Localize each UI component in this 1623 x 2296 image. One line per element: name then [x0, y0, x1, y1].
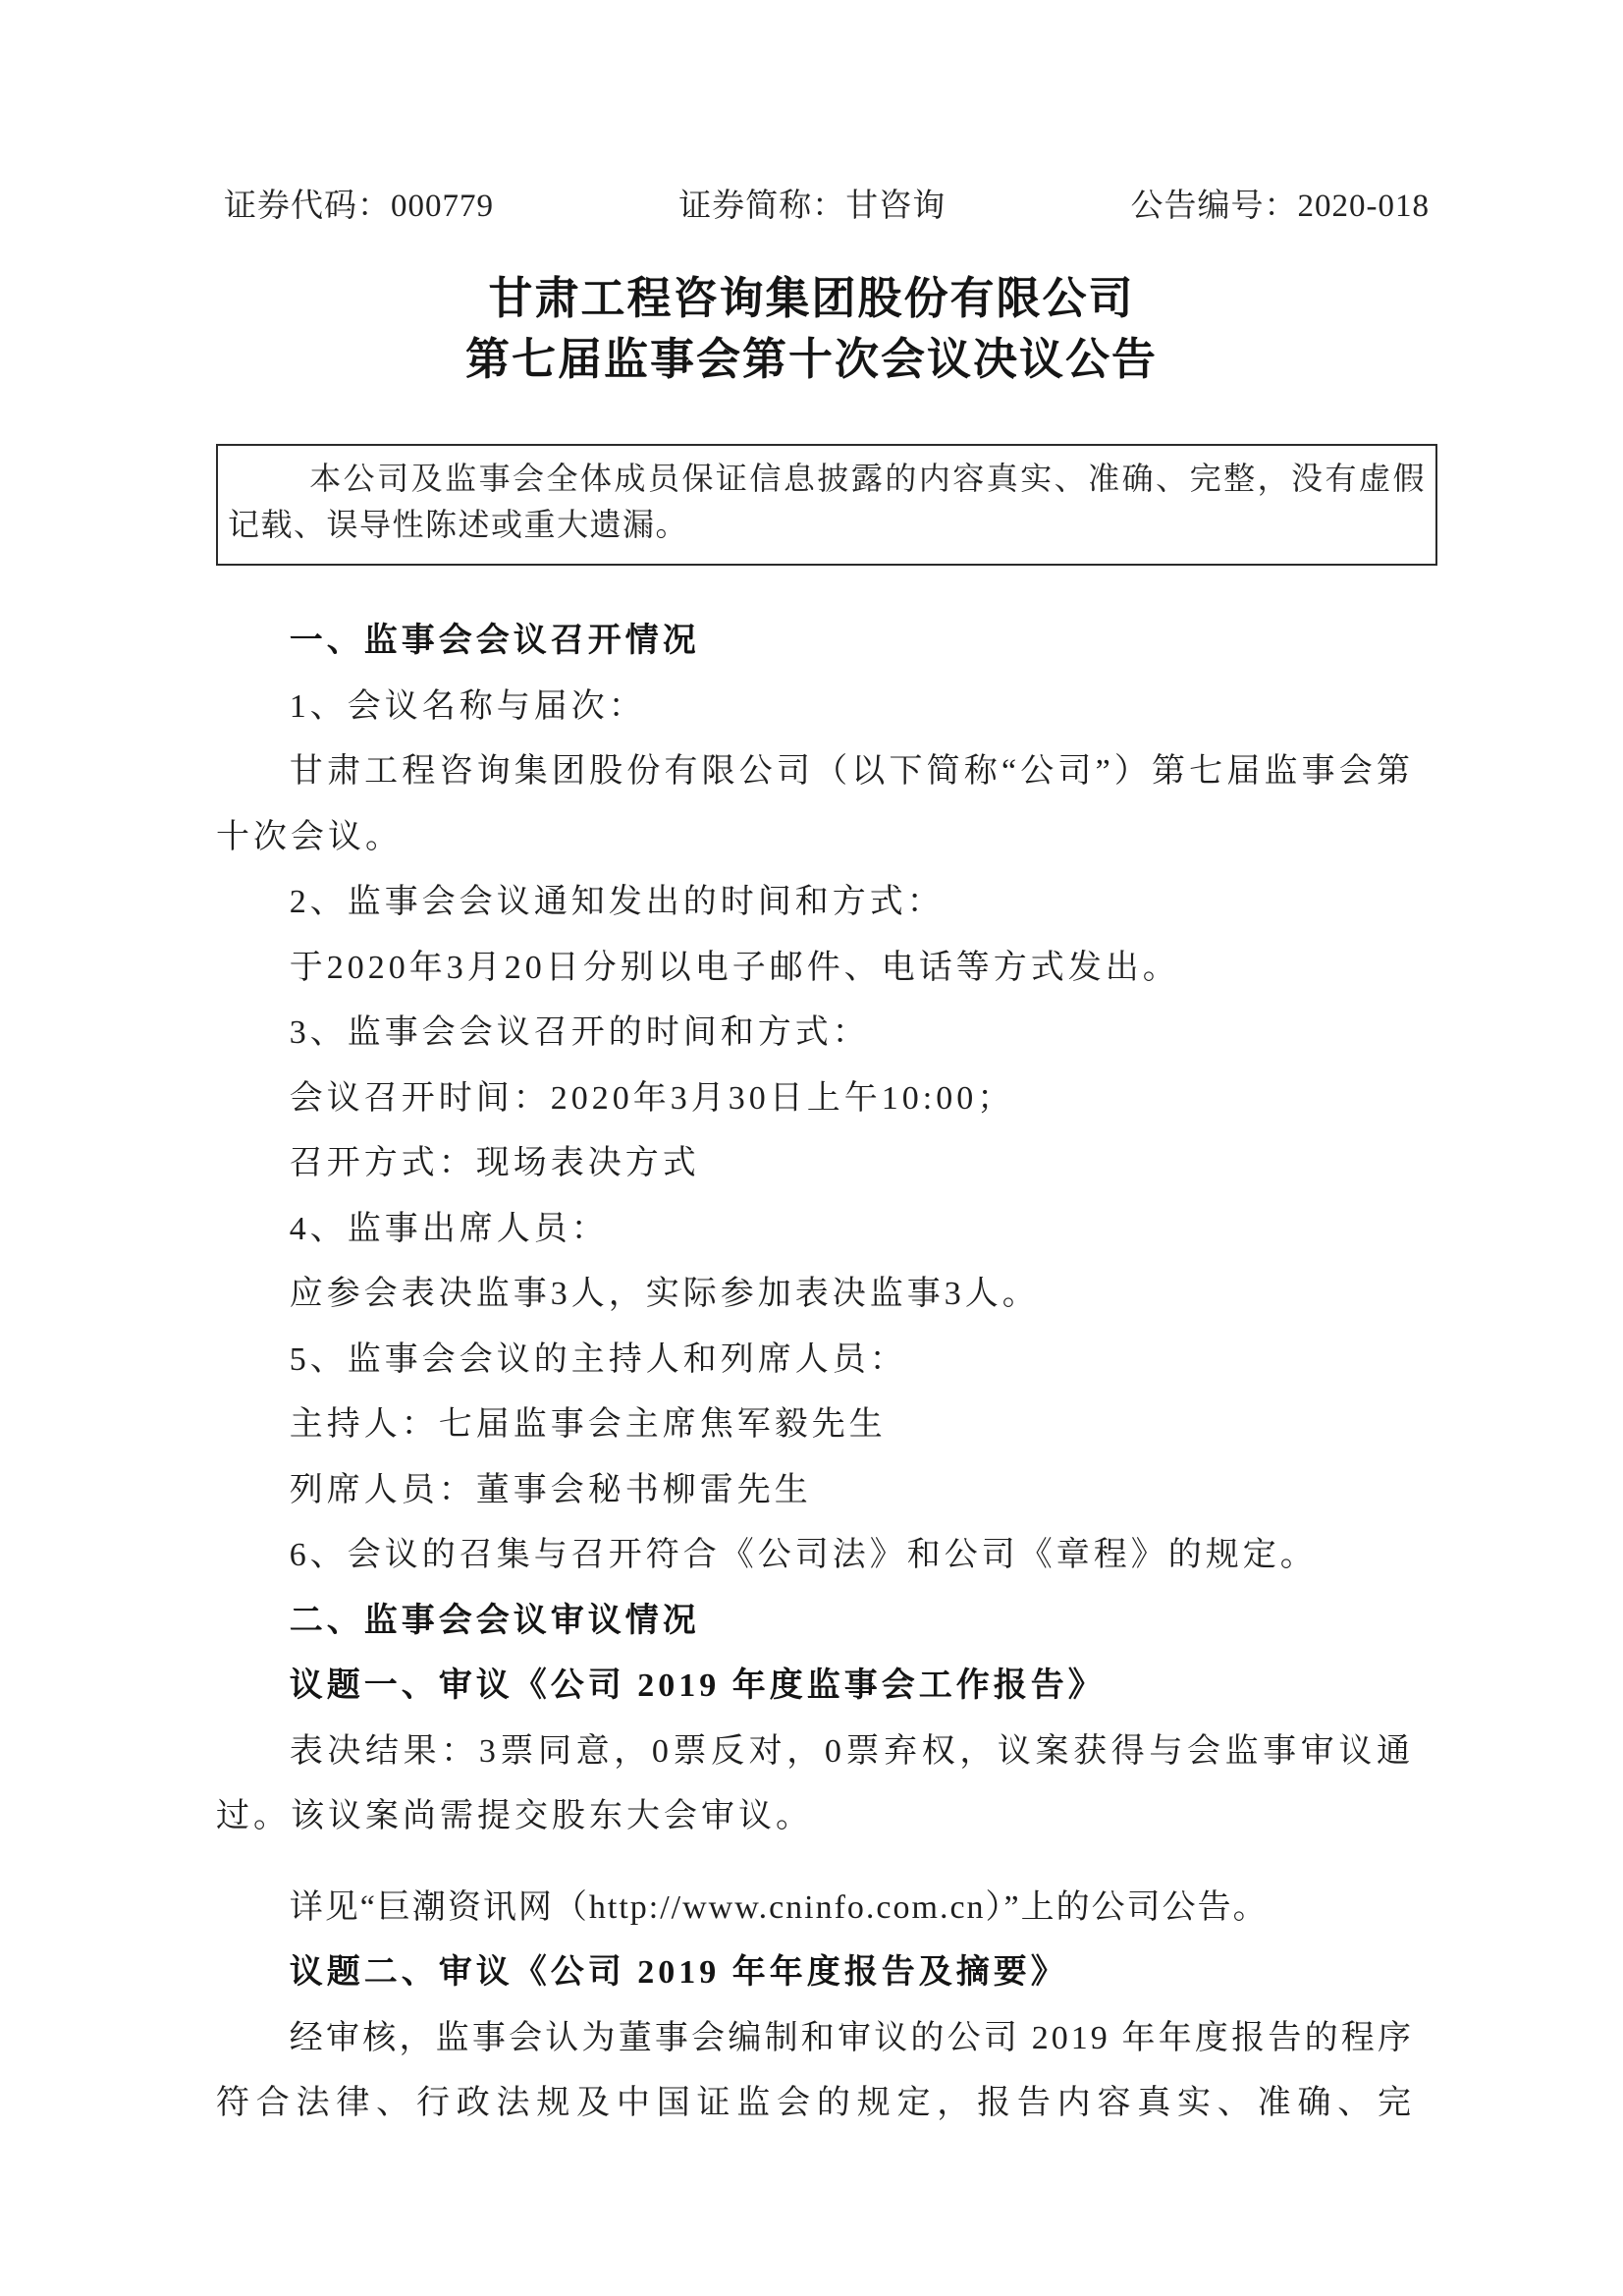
stock-code: 证券代码：000779 [224, 189, 494, 224]
item-3-time: 会议召开时间：2020年3月30日上午10:00； [289, 1079, 1015, 1117]
announcement-number: 公告编号：2020-018 [1130, 189, 1430, 224]
item-5-label: 5、监事会会议的主持人和列席人员： [289, 1340, 907, 1378]
item-4-label: 4、监事出席人员： [289, 1210, 609, 1247]
topic-2-heading: 议题二、审议《公司 2019 年年度报告及摘要》 [289, 1954, 1068, 1991]
document-title [0, 268, 1623, 390]
item-2-content: 于2020年3月20日分别以电子邮件、电话等方式发出。 [289, 949, 1180, 986]
section-1-heading: 一、监事会会议召开情况 [289, 623, 700, 659]
document-header [224, 180, 1430, 226]
item-3-method: 召开方式：现场表决方式 [289, 1145, 700, 1181]
disclaimer-text: 本公司及监事会全体成员保证信息披露的内容真实、准确、完整，没有虚假记载、误导性陈述或重大遗漏。 [228, 461, 1426, 542]
item-5-host: 主持人：七届监事会主席焦军毅先生 [289, 1406, 887, 1443]
item-3-label: 3、监事会会议召开的时间和方式： [289, 1014, 870, 1051]
item-6-content: 6、会议的召集与召开符合《公司法》和公司《章程》的规定。 [289, 1537, 1318, 1573]
item-1-label: 1、会议名称与届次： [289, 687, 646, 725]
company-name: 甘肃工程咨询集团股份有限公司 [488, 274, 1135, 323]
disclaimer-box [216, 444, 1437, 566]
item-4-content: 应参会表决监事3人，实际参加表决监事3人。 [289, 1276, 1040, 1312]
item-2-label: 2、监事会会议通知发出的时间和方式： [289, 884, 945, 920]
topic-2-opinion: 经审核，监事会认为董事会编制和审议的公司 2019 年年度报告的程序符合法律、行政法规及中国证监会的规定，报告内容真实、准确、完 [216, 2019, 1414, 2121]
item-5-attendee: 列席人员：董事会秘书柳雷先生 [289, 1471, 812, 1508]
topic-1-vote-result: 表决结果：3票同意，0票反对，0票弃权，议案获得与会监事审议通过。该议案尚需提交股东大会审议。 [216, 1732, 1414, 1834]
topic-1-reference: 详见“巨潮资讯网（http://www.cninfo.com.cn）”上的公司公告。 [289, 1888, 1269, 1926]
document-body [216, 609, 1414, 2137]
section-2-heading: 二、监事会会议审议情况 [289, 1602, 700, 1639]
stock-abbr: 证券简称：甘咨询 [678, 189, 947, 224]
topic-1-heading: 议题一、审议《公司 2019 年度监事会工作报告》 [289, 1667, 1106, 1704]
meeting-resolution-title: 第七届监事会第十次会议决议公告 [464, 335, 1158, 384]
item-1-content: 甘肃工程咨询集团股份有限公司（以下简称“公司”）第七届监事会第十次会议。 [216, 753, 1414, 855]
